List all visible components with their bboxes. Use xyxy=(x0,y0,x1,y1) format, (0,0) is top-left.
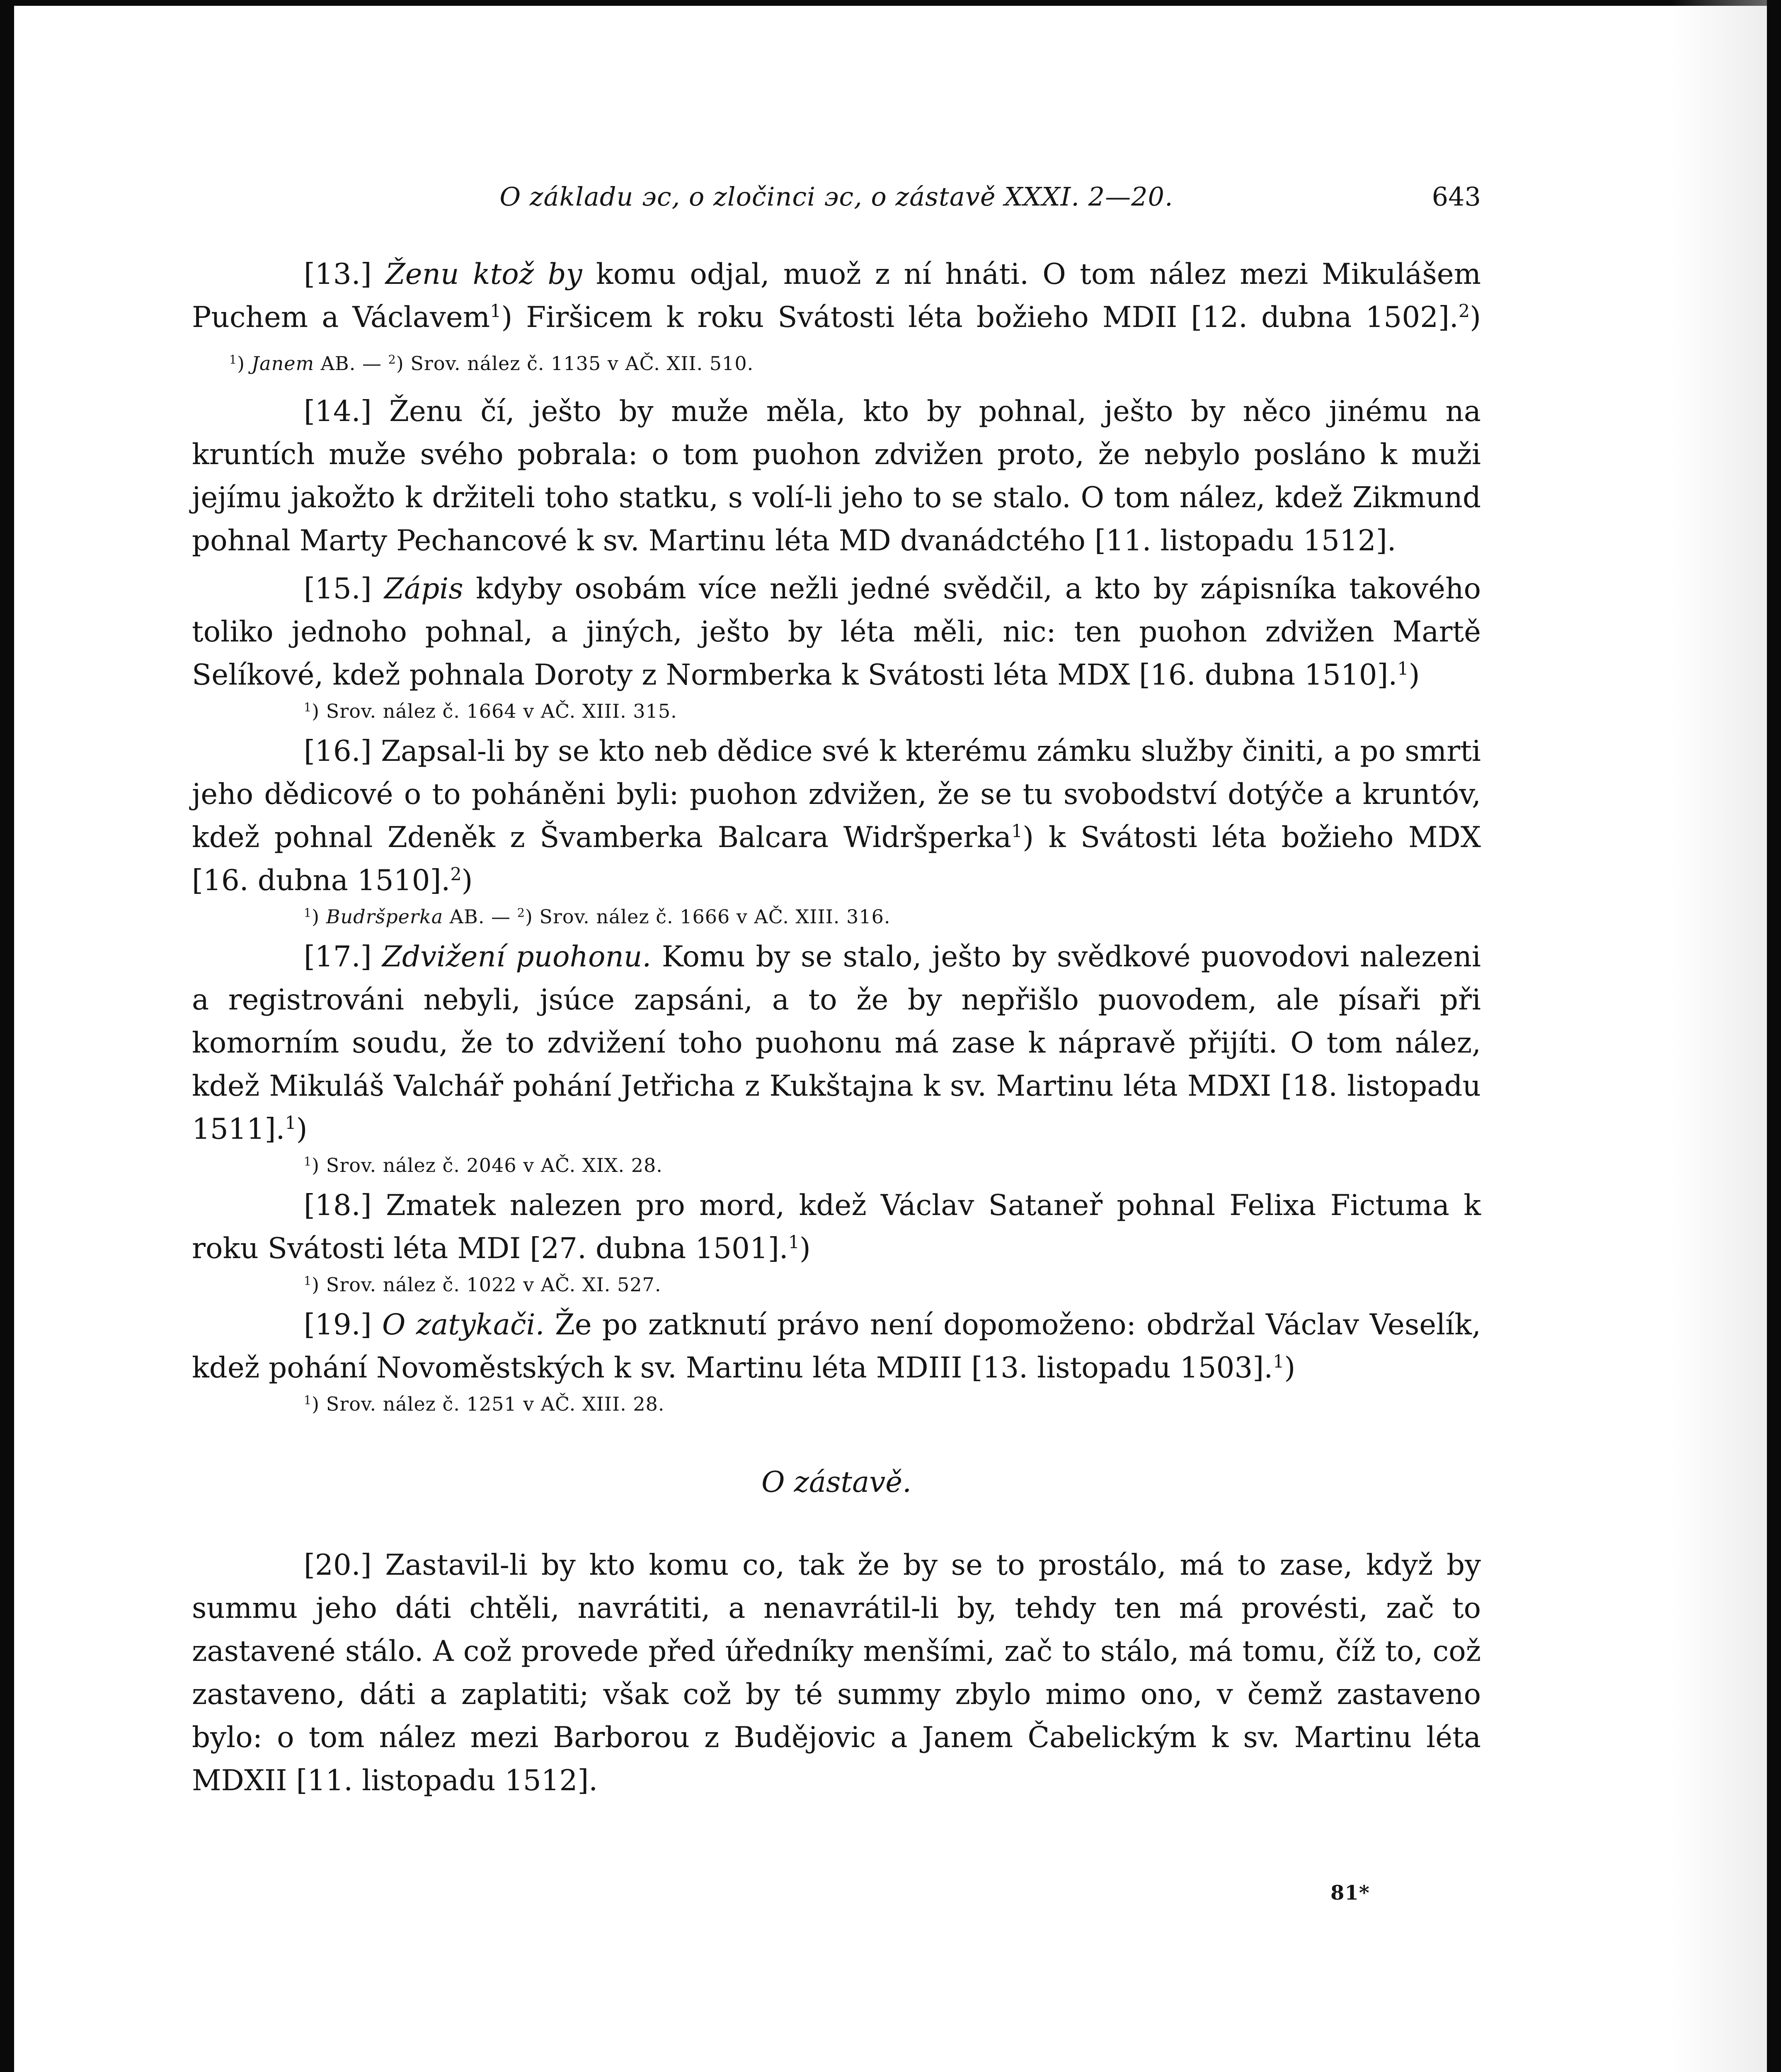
paragraph-number: [20.] xyxy=(304,1549,372,1582)
paragraph-text: komu odjal, muož z ní hnáti. O tom nález mezi Mikulášem Puchem a Václavem xyxy=(192,258,1481,334)
paragraph-text: Že po zatknutí právo není dopomoženo: obdržal Václav Veselík, kdež pohání Novoměstských k sv. Martinu léta MDIII [13. listopadu 1503]. xyxy=(192,1308,1481,1385)
footnote-mark: 1 xyxy=(285,1113,296,1134)
paragraph-number: [17.] xyxy=(304,940,372,973)
paragraph-number: [19.] xyxy=(304,1308,372,1341)
footnote-mark: 1 xyxy=(304,1393,312,1407)
footnote-mark: 1 xyxy=(1011,821,1023,842)
paragraph-text: Zapsal-li by se kto neb dědice své k kterému zámku služby činiti, a po smrti jeho dědicové o to poháněni byli: puohon zdvižen, že se tu svobodství dotýče a kruntóv, kdež pohnal Zdeněk z Švamberka Balcara Widršperka xyxy=(192,735,1481,854)
footnote-mark: 1 xyxy=(229,353,237,367)
footnote-text: ) Srov. nález č. 2046 v AČ. XIX. 28. xyxy=(312,1154,663,1176)
footnote-mark: 1 xyxy=(1397,658,1409,680)
footnote-text: ) xyxy=(237,352,252,375)
paragraph-text-cont: ) Firšicem k roku Svátosti léta božieho MDII [12. dubna 1502]. xyxy=(501,301,1459,334)
paragraph-18 xyxy=(192,1184,1481,1270)
running-title: O základu эc, o zločinci эc, o zástavě XXXI. 2—20. xyxy=(499,182,1173,212)
footnote-italic: Janem xyxy=(251,352,315,375)
footnote xyxy=(192,697,1481,725)
footnote xyxy=(192,1152,1481,1179)
paragraph-number: [16.] xyxy=(304,735,372,768)
section-heading: O zástavě. xyxy=(761,1466,911,1499)
paragraph-number: [14.] xyxy=(304,395,372,428)
paragraph-text: Komu by se stalo, ješto by svědkové puovodovi nalezeni a registrováni nebyli, jsúce zapsáni, a to že by nepřišlo puovodem, ale písaři při komorním soudu, že to zdvižení toho puohonu má zase k nápravě přijíti. O tom nález, kdež Mikuláš Valchář pohání Jetřicha z Kukštajna k sv. Martinu léta MDXI [18. listopadu 1511]. xyxy=(192,940,1481,1146)
footnote-text: ) Srov. nález č. 1022 v AČ. XI. 527. xyxy=(312,1273,662,1296)
footnote-mark: 2 xyxy=(450,864,462,885)
paragraph-lead: Zápis xyxy=(384,572,463,605)
paragraph-text-cont: ) k Svátosti léta božieho MDX [16. dubna 1510]. xyxy=(192,821,1481,897)
paragraph-text-end: ) xyxy=(1470,301,1481,334)
paragraph-text: Zastavil-li by kto komu co, tak že by se to prostálo, má to zase, když by summu jeho dáti chtěli, navrátiti, a nenavrátil-li by, tehdy ten má provésti, zač to zastavené stálo. A což provede před úředníky menšími, zač to stálo, má tomu, číž to, což zastaveno, dáti a zaplatiti; však což by té summy zbylo mimo ono, v čemž zastaveno bylo: o tom nález mezi Barborou z Budějovic a Janem Čabelickým k sv. Martinu léta MDXII [11. listopadu 1512]. xyxy=(192,1549,1481,1797)
paragraph-text-end: ) xyxy=(1408,658,1420,692)
footnote-mark: 1 xyxy=(304,906,312,920)
paragraph-text-end: ) xyxy=(1284,1351,1296,1385)
paragraph-17 xyxy=(192,935,1481,1151)
paragraph-15 xyxy=(192,567,1481,697)
footnote-text: ) Srov. nález č. 1135 v AČ. XII. 510. xyxy=(396,352,754,375)
paragraph-number: [18.] xyxy=(304,1189,372,1222)
paragraph-13 xyxy=(192,253,1481,385)
paragraph-lead: Ženu ktož by xyxy=(385,258,582,291)
body-text xyxy=(192,253,1481,1802)
paragraph-16 xyxy=(192,730,1481,902)
footnote-mark: 2 xyxy=(1458,301,1470,322)
footnote xyxy=(192,1390,1481,1418)
paragraph-lead: Zdvižení puohonu. xyxy=(382,940,652,973)
footnote-italic: Budršperka xyxy=(326,905,443,928)
footnote-mark: 1 xyxy=(304,1274,312,1288)
running-head xyxy=(192,174,1481,220)
paragraph-19 xyxy=(192,1303,1481,1389)
footnote-mark: 1 xyxy=(304,1155,312,1169)
page-number: 643 xyxy=(1432,182,1481,212)
footnote-text: ) Srov. nález č. 1666 v AČ. XIII. 316. xyxy=(525,905,891,928)
paragraph-text-end: ) xyxy=(296,1113,308,1146)
paragraph-lead: O zatykači. xyxy=(382,1308,545,1341)
footnote xyxy=(192,1271,1481,1298)
footnote-text: ) xyxy=(312,905,326,928)
paragraph-text-end: ) xyxy=(461,864,473,897)
footnote-mark: 2 xyxy=(388,353,396,367)
paragraph-text: Ženu čí, ješto by muže měla, kto by pohnal, ješto by něco jinému na kruntích muže svého pobrala: o tom puohon zdvižen proto, že nebylo posláno k muži jejímu jakožto k držiteli toho statku, s volí-li jeho to se stalo. O tom nález, kdež Zikmund pohnal Marty Pechancové k sv. Martinu léta MD dvanádctého [11. listopadu 1512]. xyxy=(192,395,1481,557)
footnote-text: AB. — xyxy=(314,352,388,375)
footnote-text: AB. — xyxy=(443,905,517,928)
signature-mark: 81* xyxy=(1330,1881,1370,1905)
page-edge-shadow xyxy=(1672,0,1767,2072)
footnote xyxy=(192,903,1481,930)
paragraph-14 xyxy=(192,390,1481,562)
inline-footnote xyxy=(229,352,754,375)
paragraph-number: [13.] xyxy=(304,258,372,291)
paragraph-text: kdyby osobám více nežli jedné svědčil, a kto by zápisníka takového toliko jednoho pohnal, a jiných, ješto by léta měli, nic: ten puohon zdvižen Martě Selíkové, kdež pohnala Doroty z Normberka k Svátosti léta MDX [16. dubna 1510]. xyxy=(192,572,1481,692)
footnote-mark: 1 xyxy=(490,301,502,322)
footnote-mark: 1 xyxy=(1273,1351,1284,1372)
paragraph-20 xyxy=(192,1544,1481,1802)
footnote-mark: 1 xyxy=(304,700,312,714)
paragraph-text-end: ) xyxy=(799,1232,811,1265)
footnote-text: ) Srov. nález č. 1251 v AČ. XIII. 28. xyxy=(312,1393,665,1415)
footnote-mark: 2 xyxy=(517,906,525,920)
footnote-mark: 1 xyxy=(788,1232,800,1253)
paragraph-text: Zmatek nalezen pro mord, kdež Václav Sataneř pohnal Felixa Fictuma k roku Svátosti léta MDI [27. dubna 1501]. xyxy=(192,1189,1481,1265)
paragraph-number: [15.] xyxy=(304,572,372,605)
footnote-text: ) Srov. nález č. 1664 v AČ. XIII. 315. xyxy=(312,700,677,722)
